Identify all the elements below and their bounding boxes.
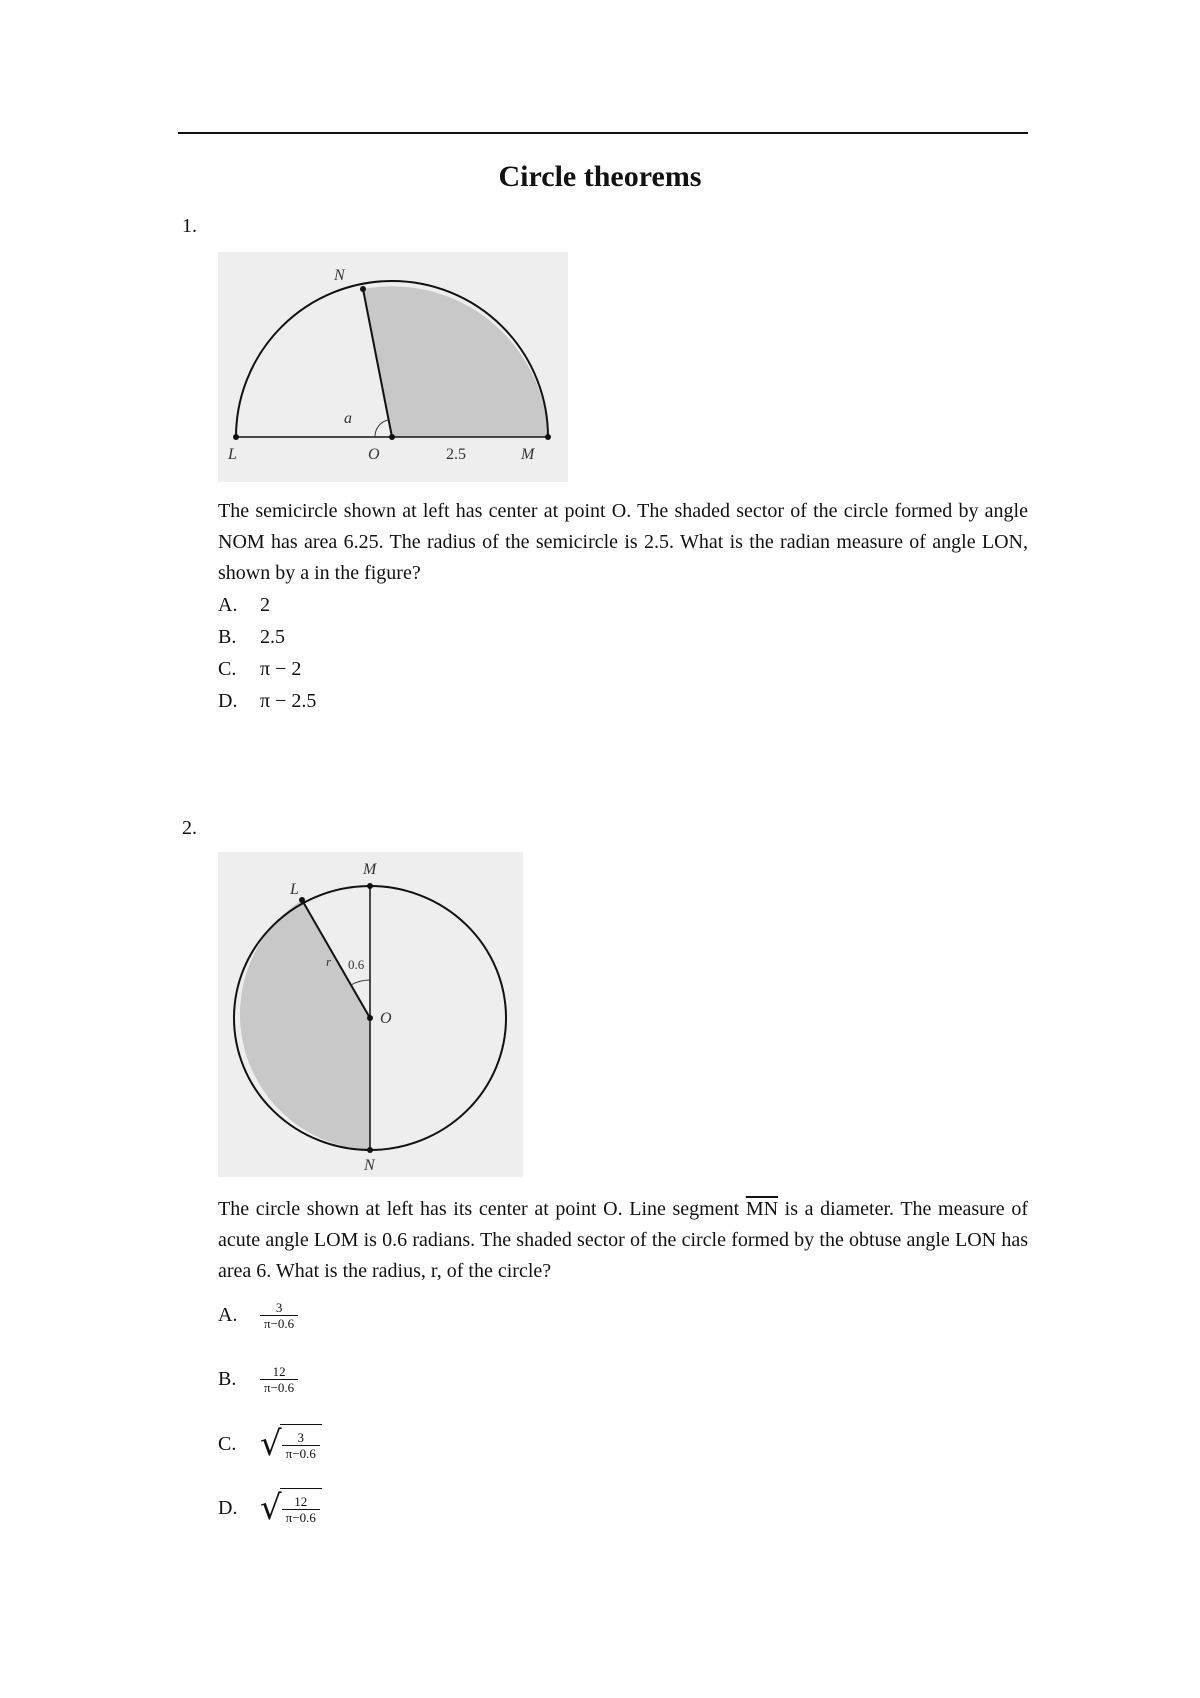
top-rule <box>178 132 1028 134</box>
question-2-prompt <box>218 1194 1028 1287</box>
numerator: 12 <box>294 1494 308 1509</box>
fraction <box>282 1494 320 1525</box>
page-title: Circle theorems <box>498 160 702 193</box>
point-m <box>367 883 373 889</box>
label-radius: 2.5 <box>446 446 466 463</box>
question-1-option-d[interactable] <box>218 690 316 713</box>
option-label: A. <box>218 594 238 616</box>
question-2-option-c[interactable] <box>218 1424 322 1464</box>
question-1-option-b[interactable] <box>218 626 285 649</box>
question-2-option-d[interactable] <box>218 1488 322 1528</box>
label-angle-a: a <box>344 410 352 427</box>
fraction <box>260 1300 298 1331</box>
option-text: π − 2 <box>260 658 302 680</box>
label-radius-r: r <box>326 954 332 969</box>
angle-arc <box>351 980 370 985</box>
question-2-option-a[interactable] <box>218 1300 298 1331</box>
question-1-number: 1. <box>182 215 197 237</box>
denominator: π−0.6 <box>260 1379 298 1395</box>
square-root <box>260 1488 322 1528</box>
option-label: B. <box>218 626 237 648</box>
point-l <box>299 897 305 903</box>
point-n <box>360 286 366 292</box>
shaded-sector <box>363 286 548 437</box>
denominator: π−0.6 <box>282 1509 320 1525</box>
radical-icon: √ <box>260 1424 282 1464</box>
numerator: 3 <box>275 1300 283 1315</box>
point-o <box>367 1015 373 1021</box>
option-label: A. <box>218 1304 238 1326</box>
label-m: M <box>363 861 377 878</box>
segment-mn: $\overline{MN}$ <box>745 1198 779 1220</box>
option-label: C. <box>218 1432 237 1455</box>
question-1-figure <box>218 252 568 482</box>
prompt-text-end: is a diameter. The measure of acute angle LOM is 0.6 radians. The shaded sector of the circle formed by the obtuse angle LON has area 6. What is the radius, r, of the circle? <box>218 1198 1028 1282</box>
label-n: N <box>334 267 345 284</box>
option-text: 2 <box>260 594 270 616</box>
label-l: L <box>290 881 299 898</box>
label-o: O <box>380 1010 392 1027</box>
point-o <box>389 434 395 440</box>
label-l: L <box>228 446 237 463</box>
denominator: π−0.6 <box>260 1315 298 1331</box>
option-label: D. <box>218 1496 238 1519</box>
prompt-text-start: The circle shown at left has its center at point O. Line segment <box>218 1198 746 1220</box>
question-1-option-c[interactable] <box>218 658 301 681</box>
label-n: N <box>364 1157 375 1174</box>
radical-icon: √ <box>260 1488 282 1528</box>
label-m: M <box>521 446 535 463</box>
angle-arc <box>375 420 388 437</box>
denominator: π−0.6 <box>282 1445 320 1461</box>
label-o: O <box>368 446 380 463</box>
option-label: B. <box>218 1368 237 1390</box>
point-l <box>233 434 239 440</box>
question-2-figure <box>218 852 523 1177</box>
point-n <box>367 1147 373 1153</box>
fraction <box>282 1430 320 1461</box>
numerator: 12 <box>272 1364 286 1379</box>
option-label: D. <box>218 690 238 712</box>
fraction <box>260 1364 298 1395</box>
numerator: 3 <box>297 1430 304 1445</box>
option-text: π − 2.5 <box>260 690 317 712</box>
question-2-option-b[interactable] <box>218 1364 298 1395</box>
option-text: 2.5 <box>260 626 285 648</box>
question-2-number: 2. <box>182 817 197 839</box>
question-1-prompt: The semicircle shown at left has center at point O. The shaded sector of the circle formed by angle NOM has area 6.25. The radius of the semicircle is 2.5. What is the radian measure of angle LON, shown by a in the figure? <box>218 500 1028 584</box>
square-root <box>260 1424 322 1464</box>
label-angle: 0.6 <box>348 957 365 972</box>
shaded-sector <box>240 900 370 1150</box>
option-label: C. <box>218 658 237 680</box>
point-m <box>545 434 551 440</box>
question-1-option-a[interactable] <box>218 594 270 617</box>
